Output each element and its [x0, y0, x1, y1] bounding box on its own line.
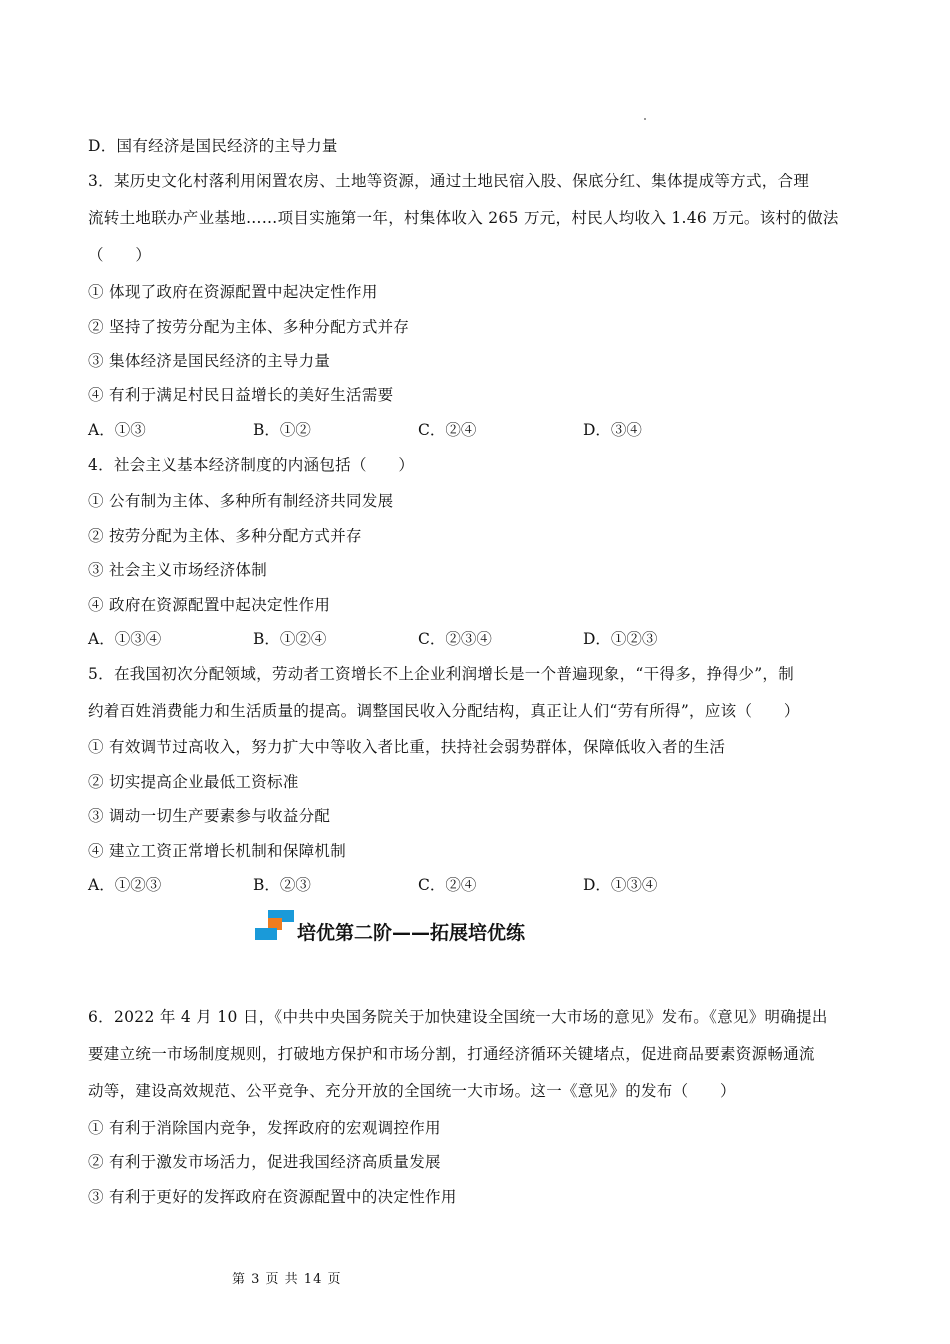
q3-stem-line2: 流转土地联办产业基地……项目实施第一年，村集体收入 265 万元，村民人均收入 1.46 万元。该村的做法 [88, 209, 839, 227]
q4-item-1: ① 公有制为主体、多种所有制经济共同发展 [88, 492, 394, 510]
q6-item-2: ② 有利于激发市场活力，促进我国经济高质量发展 [88, 1153, 441, 1171]
q3-option-b: B．①② [253, 421, 311, 439]
q4-option-d: D．①②③ [583, 630, 658, 648]
page-mark [644, 118, 646, 120]
q3-options [88, 420, 788, 440]
q3-stem-line3: （ ） [88, 246, 152, 264]
q3-item-3: ③ 集体经济是国民经济的主导力量 [88, 352, 331, 370]
q4-option-b: B．①②④ [253, 630, 327, 648]
q5-stem-line2: 约着百姓消费能力和生活质量的提高。调整国民收入分配结构，真正让人们“劳有所得”，应该（ ） [88, 702, 800, 720]
q5-item-4: ④ 建立工资正常增长机制和保障机制 [88, 842, 347, 860]
q4-option-c: C．②③④ [418, 630, 492, 648]
q5-stem-line1: 5．在我国初次分配领域，劳动者工资增长不上企业利润增长是一个普遍现象，“干得多，挣得少”，制 [88, 665, 795, 683]
q5-option-a: A．①②③ [88, 876, 162, 894]
q5-item-3: ③ 调动一切生产要素参与收益分配 [88, 807, 331, 825]
page-footer: 第 3 页 共 14 页 [232, 1272, 342, 1287]
q5-option-d: D．①③④ [583, 876, 658, 894]
q3-option-a: A．①③ [88, 421, 146, 439]
q5-item-2: ② 切实提高企业最低工资标准 [88, 773, 299, 791]
section-title: 培优第二阶——拓展培优练 [297, 922, 526, 944]
q3-item-2: ② 坚持了按劳分配为主体、多种分配方式并存 [88, 318, 410, 336]
q6-stem-line1: 6．2022 年 4 月 10 日，《中共中央国务院关于加快建设全国统一大市场的意见》发布。《意见》明确提出 [88, 1008, 828, 1026]
q4-item-2: ② 按劳分配为主体、多种分配方式并存 [88, 527, 362, 545]
q6-stem-line2: 要建立统一市场制度规则，打破地方保护和市场分割，打通经济循环关键堵点，促进商品要素资源畅通流 [88, 1045, 815, 1063]
section-header [255, 908, 675, 948]
q3-item-1: ① 体现了政府在资源配置中起决定性作用 [88, 283, 378, 301]
q5-option-b: B．②③ [253, 876, 311, 894]
q3-option-d: D．③④ [583, 421, 642, 439]
section-blocks-icon [255, 908, 295, 940]
q6-stem-line3: 动等，建设高效规范、公平竞争、充分开放的全国统一大市场。这一《意见》的发布（ ） [88, 1082, 736, 1100]
q6-item-3: ③ 有利于更好的发挥政府在资源配置中的决定性作用 [88, 1188, 457, 1206]
q4-option-a: A．①③④ [88, 630, 162, 648]
q4-item-4: ④ 政府在资源配置中起决定性作用 [88, 596, 331, 614]
q3-stem-line1: 3．某历史文化村落利用闲置农房、土地等资源，通过土地民宿入股、保底分红、集体提成等方式，合理 [88, 172, 810, 190]
q3-item-4: ④ 有利于满足村民日益增长的美好生活需要 [88, 386, 394, 404]
q4-options [88, 629, 788, 649]
q3-option-c: C．②④ [418, 421, 477, 439]
q4-stem: 4．社会主义基本经济制度的内涵包括（ ） [88, 456, 415, 474]
q5-options [88, 875, 788, 895]
q6-item-1: ① 有利于消除国内竞争，发挥政府的宏观调控作用 [88, 1119, 441, 1137]
q5-item-1: ① 有效调节过高收入，努力扩大中等收入者比重，扶持社会弱势群体，保障低收入者的生活 [88, 738, 726, 756]
q4-item-3: ③ 社会主义市场经济体制 [88, 561, 268, 579]
q2-option-d: D．国有经济是国民经济的主导力量 [88, 137, 338, 155]
q5-option-c: C．②④ [418, 876, 477, 894]
